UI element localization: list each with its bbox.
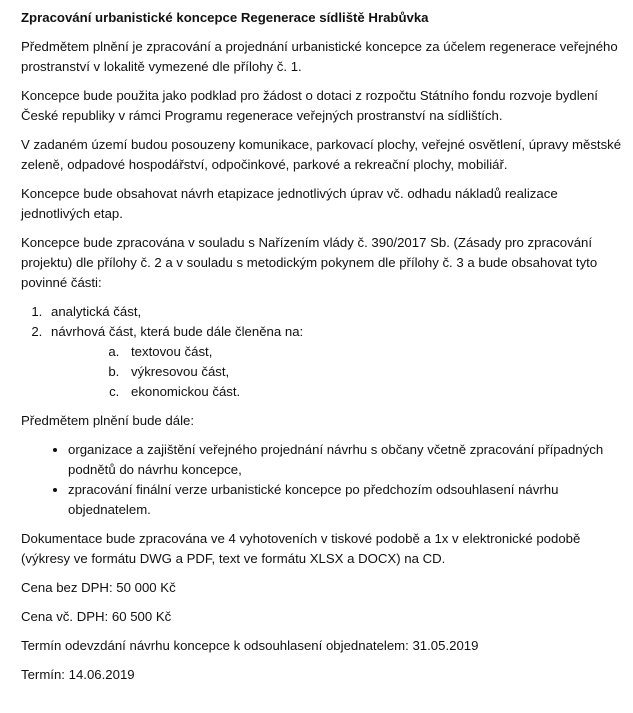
list-item-proposal (46, 322, 626, 402)
price-incl-vat: Cena vč. DPH: 60 500 Kč (21, 609, 172, 624)
paragraph-phasing: Koncepce bude obsahovat návrh etapizace jednotlivých úprav vč. odhadu nákladů realizace jednotlivých etap. (21, 186, 558, 221)
document-title: Zpracování urbanistické koncepce Regenerace sídliště Hrabůvka (21, 10, 429, 25)
document (21, 8, 626, 694)
paragraph-compliance: Koncepce bude zpracována v souladu s Nařízením vlády č. 390/2017 Sb. (Zásady pro zpracování projektu) dle přílohy č. 2 a v souladu s metodickým pokynem dle přílohy č. 3 a bude obsahovat tyto povinné části: (21, 235, 598, 290)
proposal-deadline: Termín odevzdání návrhu koncepce k odsouhlasení objednatelem: 31.05.2019 (21, 638, 479, 653)
list-item-label: návrhová část, která bude dále členěna na: (51, 324, 304, 339)
list-item-final-version: • zpracování finální verze urbanistické koncepce po předchozím odsouhlasení návrhu objednatelem. (68, 480, 626, 520)
list-item-public-hearing: • organizace a zajištění veřejného projednání návrhu s občany včetně zpracování případných podnětů do návrhu koncepce, (68, 440, 626, 480)
additional-tasks-list (21, 440, 626, 520)
paragraph-also-intro: Předmětem plnění bude dále: (21, 413, 195, 428)
list-item-text-part: a. textovou část, (123, 342, 626, 362)
final-deadline: Termín: 14.06.2019 (21, 667, 135, 682)
paragraph-subject: Předmětem plnění je zpracování a projednání urbanistické koncepce za účelem regenerace veřejného prostranství v lokalitě vymezené dle přílohy č. 1. (21, 39, 618, 74)
price-excl-vat: Cena bez DPH: 50 000 Kč (21, 580, 176, 595)
list-item-analytic (46, 302, 626, 322)
paragraph-purpose: Koncepce bude použita jako podklad pro žádost o dotaci z rozpočtu Státního fondu rozvoje bydlení České republiky v rámci Programu regenerace veřejných prostranství na sídlištích. (21, 88, 598, 123)
paragraph-documentation: Dokumentace bude zpracována ve 4 vyhotoveních v tiskové podobě a 1x v elektronické podobě (výkresy ve formátu DWG a PDF, text ve formátu XLSX a DOCX) na CD. (21, 531, 581, 566)
paragraph-scope: V zadaném území budou posouzeny komunikace, parkovací plochy, veřejné osvětlení, úpravy městské zeleně, odpadové hospodářství, odpočinkové, parkové a rekreační plochy, mobiliář. (21, 137, 622, 172)
list-item-economic-part: c. ekonomickou část. (123, 382, 626, 402)
proposal-subparts-list (51, 342, 626, 402)
list-item-drawing-part: b. výkresovou část, (123, 362, 626, 382)
list-item-label: analytická část, (51, 304, 142, 319)
required-parts-list (21, 302, 626, 402)
